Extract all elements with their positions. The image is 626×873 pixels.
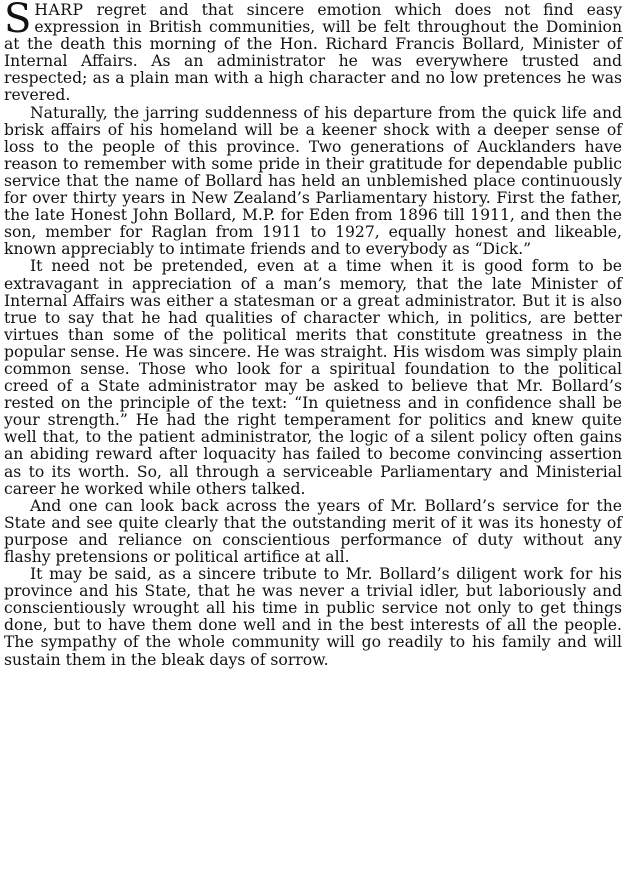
article-paragraph-1 <box>4 2 622 105</box>
article-paragraph-2: Naturally, the jarring suddenness of his departure from the quick life and brisk affairs of his homeland will be a keener shock with a deeper sense of loss to the people of this province. Two generations of Aucklanders have reason to remember with some pride in their gratitude for dependable public service that the name of Bollard has held an unblemished place continuously for over thirty years in New Zealand’s Parliamentary history. First the father, the late Honest John Bollard, M.P. for Eden from 1896 till 1911, and then the son, member for Raglan from 1911 to 1927, equally honest and likeable, known appreciably to intimate friends and to everybody as “Dick.” <box>4 103 622 259</box>
drop-cap: S <box>4 0 32 42</box>
article-paragraph-5: It may be said, as a sincere tribute to Mr. Bollard’s diligent work for his province and his State, that he was never a trivial idler, but laboriously and conscientiously wrought all his time in public service not only to get things done, but to have them done well and in the best interests of all the people. The sympathy of the whole community will go readily to his family and will sustain them in the bleak days of sorrow. <box>4 565 622 669</box>
article-paragraph-3: It need not be pretended, even at a time when it is good form to be extravagant in appreciation of a man’s memory, that the late Minister of Internal Affairs was either a statesman or a great administrator. But it is also true to say that he had qualities of character which, in politics, are better virtues than some of the political merits that constitute greatness in the popular sense. He was sincere. He was straight. His wisdom was simply plain common sense. Those who look for a spiritual foundation to the political creed of a State administrator may be asked to believe that Mr. Bollard’s rested on the principle of the text: “In quietness and in confidence shall be your strength.” He had the right temperament for politics and knew quite well that, to the patient administrator, the logic of a silent policy often gains an abiding reward after loquacity has failed to become convincing assertion as to its worth. So, all through a serviceable Parliamentary and Ministerial career he worked while others talked. <box>4 257 622 498</box>
paragraph-1-text: regret and that sincere emotion which does not find easy expression in British communities, will be felt throughout the Dominion at the death this morning of the Hon. Richard Francis Bollard, Minister of Internal Affairs. As an administrator he was everywhere trusted and respected; as a plain man with a high character and no low pretences he was revered. <box>4 1 622 105</box>
article-paragraph-4: And one can look back across the years of Mr. Bollard’s service for the State and see quite clearly that the outstanding merit of it was its honesty of purpose and reliance on conscientious performance of duty without any flashy pretensions or political artifice at all. <box>4 496 622 566</box>
lead-smallcaps: HARP <box>34 1 84 19</box>
